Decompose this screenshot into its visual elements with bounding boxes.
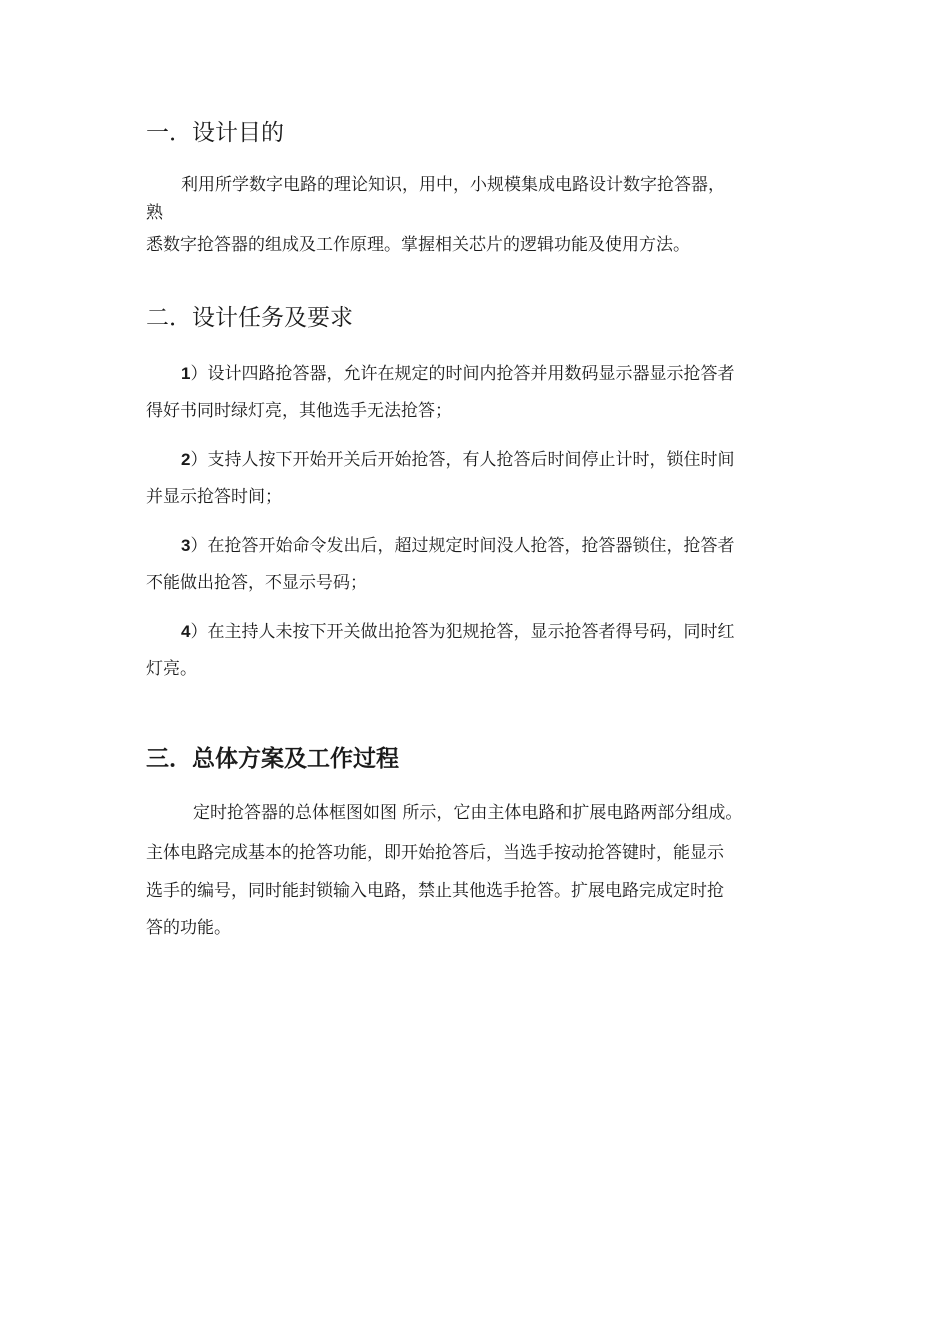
requirement-1-number: 1 bbox=[181, 364, 191, 383]
section1-para-line3: 悉数字抢答器的组成及工作原理。掌握相关芯片的逻辑功能及使用方法。 bbox=[146, 235, 690, 255]
requirement-2-number: 2 bbox=[181, 450, 191, 469]
section1-para-line1: 利用所学数字电路的理论知识，用中，小规模集成电路设计数字抢答器， bbox=[181, 175, 725, 195]
requirement-2-text: ）支持人按下开始开关后开始抢答，有人抢答后时间停止计时，锁住时间 bbox=[190, 450, 735, 470]
section3-line4: 答的功能。 bbox=[146, 918, 231, 938]
requirement-4-line1 bbox=[181, 620, 734, 644]
requirement-4-text: ）在主持人未按下开关做出抢答为犯规抢答，显示抢答者得号码，同时红 bbox=[190, 622, 735, 642]
section3-line2: 主体电路完成基本的抢答功能，即开始抢答后，当选手按动抢答键时，能显示 bbox=[146, 843, 724, 863]
section1-para-line2: 熟 bbox=[146, 203, 163, 223]
requirement-4-number: 4 bbox=[181, 622, 191, 641]
requirement-4-line2: 灯亮。 bbox=[146, 659, 197, 679]
requirement-1-line2: 得好书同时绿灯亮，其他选手无法抢答； bbox=[146, 401, 452, 421]
requirement-3-text: ）在抢答开始命令发出后，超过规定时间没人抢答，抢答器锁住，抢答者 bbox=[190, 536, 735, 556]
requirement-2-line1 bbox=[181, 448, 734, 472]
section1-heading: 一．设计目的 bbox=[146, 120, 284, 146]
requirement-2-line2: 并显示抢答时间； bbox=[146, 487, 282, 507]
section3-line3: 选手的编号，同时能封锁输入电路，禁止其他选手抢答。扩展电路完成定时抢 bbox=[146, 881, 724, 901]
requirement-3-number: 3 bbox=[181, 536, 191, 555]
section3-heading: 三．总体方案及工作过程 bbox=[146, 746, 399, 772]
requirement-1-line1 bbox=[181, 362, 734, 386]
section3-line1: 定时抢答器的总体框图如图 所示，它由主体电路和扩展电路两部分组成。 bbox=[193, 803, 743, 823]
requirement-3-line1 bbox=[181, 534, 734, 558]
requirement-3-line2: 不能做出抢答，不显示号码； bbox=[146, 573, 367, 593]
requirement-1-text: ）设计四路抢答器，允许在规定的时间内抢答并用数码显示器显示抢答者 bbox=[190, 364, 735, 384]
section2-heading: 二．设计任务及要求 bbox=[146, 305, 353, 331]
